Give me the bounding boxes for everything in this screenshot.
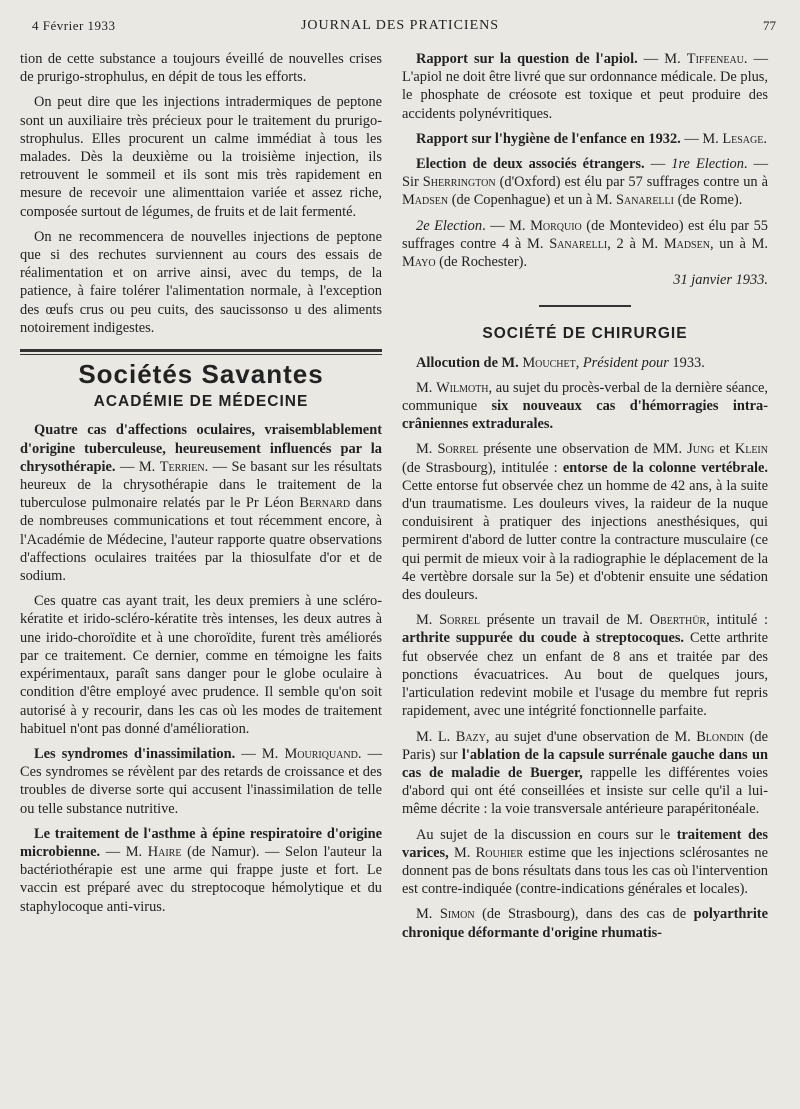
article-entry: M. L. Bazy, au sujet d'une observation de M. Blondin (de Paris) sur l'ablation de la capsule surrénale gauche dans un cas de maladie de Buerger, rappelle les différentes voies d'abord qui ont été conseillées et insiste sur celle qu'il a lui-même décrite : la voie transversale antérieure parapéritonéale. xyxy=(402,728,768,818)
header-date: 4 Février 1933 xyxy=(32,18,116,33)
article-title: Election de deux associés étrangers. xyxy=(416,156,645,173)
page-header xyxy=(0,0,800,44)
article-title: Le traitement de l'asthme à épine respiratoire d'origine microbienne. xyxy=(20,825,382,860)
article-title: Rapport sur l'hygiène de l'enfance en 1932. xyxy=(416,130,681,147)
author: Tiffeneau xyxy=(686,51,744,67)
article-entry: Les syndromes d'inassimilation. — M. Mouriquand. — Ces syndromes se révèlent par des retards de croissance et des troubles de diverse sorte qui accusent l'inassimilation de telle ou telle substance nutritive. xyxy=(20,745,382,817)
author: Mouriquand xyxy=(284,745,358,762)
chirurgie-heading: SOCIÉTÉ DE CHIRURGIE xyxy=(482,325,688,343)
article-entry: M. Sorrel présente une observation de MM. Jung et Klein (de Strasbourg), intitulée : entorse de la colonne vertébrale. Cette entorse fut observée chez un homme de 42 ans, à la suite d'un traumatisme. Les douleurs vives, la raideur de la nuque conduisirent à pratiquer des injections anesthésiques, qui permirent d'abord de lutter contre la contracture musculaire (ce qui permit de mieux voir à la radiographie le déplacement de la 4e vertèbre dorsale sur la 5e) et d'obtenir ensuite une sédation des douleurs. xyxy=(402,441,768,604)
section-divider xyxy=(20,349,382,355)
article-entry: Election de deux associés étrangers. — 1re Election. — Sir Sherrington (d'Oxford) est élu par 57 suffrages contre un à Madsen (de Copenhague) et un à M. Sanarelli (de Rome). xyxy=(402,156,768,209)
author: Haire xyxy=(147,843,182,860)
article-entry: Le traitement de l'asthme à épine respiratoire d'origine microbienne. — M. Haire (de Namur). — Selon l'auteur la bactériothérapie est une arme qui frappe juste et fort. Le vaccin est préparé avec du streptocoque hémolytique et du staphylocoque anti-virus. xyxy=(20,825,382,915)
article-entry: M. Sorrel présente un travail de M. Oberthür, intitulé : arthrite suppurée du coude à streptocoques. Cette arthrite fut observée chez un enfant de 8 ans et traitée par des ponctions évacuatrices. Au bout de quelques jours, l'articulation redevint mobile et l'usage du membre fut repris rapidement, avec une intégrité fonctionnelle parfaite. xyxy=(402,612,769,720)
paragraph: On ne recommencera de nouvelles injections de peptone que si des rechutes surviennent au cours des essais de réalimentation et on arrive ainsi, avec du temps, de la patience, à faire tolérer l'alimentation normale, à l'exception des œufs crus ou peu cuits, des saucissonso u des aliments notoirement indigestes. xyxy=(20,228,382,336)
article-entry: Allocution de M. Mouchet, Président pour 1933. xyxy=(416,354,705,371)
paragraph: On peut dire que les injections intradermiques de peptone sont un auxiliaire très précieux pour le traitement du prurigo-strophulus. Elles procurent un calme immédiat à tous les malades. Dès la deuxième ou la troisième injection, ils retrouvent le sommeil et ils sont mis très rapidement en mesure de recevoir une alimenttaion variée et assez riche, composée surtout de légumes, de fruits et de lait fermenté. xyxy=(20,94,382,220)
paragraph: Ces quatre cas ayant trait, les deux premiers à une scléro-kératite et irido-scléro-kératite très intenses, les deux autres à une irido-choroïdite et à une choroïdite, furent très améliorés par ce traitement. Ce dernier, comme en témoigne les faits expérimentaux, paraît sans danger pour le globe oculaire à condition d'être employé avec prudence. Il semble qu'on soit autorisé à y recourir, dans les cas où les modes de traitement habituel n'ont pas donné d'amélioration. xyxy=(20,593,382,737)
author: Terrien xyxy=(159,458,205,475)
article-entry: M. Simon (de Strasbourg), dans des cas de polyarthrite chronique déformante d'origine rhumatis- xyxy=(402,906,768,941)
article-title: Rapport sur la question de l'apiol. xyxy=(416,51,638,67)
section-title: Sociétés Savantes xyxy=(78,359,324,390)
author: Lesage xyxy=(722,130,764,147)
article-entry: M. Wilmoth, au sujet du procès-verbal de la dernière séance, communique six nouveaux cas d'hémorragies intra-crâniennes extradurales. xyxy=(402,379,768,433)
left-column xyxy=(20,50,382,923)
date-line: 31 janvier 1933. xyxy=(673,272,768,289)
article-title: Quatre cas d'affections oculaires, vraisemblablement d'origine tuberculeuse, heureusement influencés par la chrysothérapie. xyxy=(20,422,382,475)
article-entry: Rapport sur la question de l'apiol. — M. Tiffeneau. — L'apiol ne doit être livré que sur ordonnance médicale. De plus, le phosphate de créosote est toxique et peut produire des accidents polynévritiques. xyxy=(402,51,769,122)
paragraph: 2e Election. — M. Morquio (de Montevideo) est élu par 55 suffrages contre 4 à M. Sanarelli, 2 à M. Madsen, un à M. Mayo (de Rochester). xyxy=(402,217,768,271)
article-entry: Au sujet de la discussion en cours sur le traitement des varices, M. Rouhier estime que les injections sclérosantes ne donnent pas de bons résultats dans tous les cas où l'intervention est contre-indiquée (contre-indications générales et locales). xyxy=(402,826,769,898)
journal-title: JOURNAL DES PRATICIENS xyxy=(300,18,500,33)
page-number: 77 xyxy=(763,18,776,33)
article-entry: Quatre cas d'affections oculaires, vraisemblablement d'origine tuberculeuse, heureusement influencés par la chrysothérapie. — M. Terrien. — Se basant sur les résultats heureux de la chrysothérapie dans le traitement de la tuberculose pulmonaire relatés par le Pr Léon Bernard dans de nombreuses communications et tout récemment encore, à l'Académie de Médecine, l'auteur rapporte quatre observations d'affections oculaires traitées par la thiosulfate d'or et de sodium. xyxy=(20,422,382,585)
divider xyxy=(539,305,631,307)
article-entry: Rapport sur l'hygiène de l'enfance en 1932. — M. Lesage. xyxy=(416,130,767,147)
right-column xyxy=(402,50,768,949)
academy-heading: ACADÉMIE DE MÉDECINE xyxy=(93,393,309,411)
paragraph: tion de cette substance a toujours éveillé de nouvelles crises de prurigo-strophulus, en dépit de tous les efforts. xyxy=(20,51,382,86)
article-title: Les syndromes d'inassimilation. xyxy=(34,745,236,762)
author: Bernard xyxy=(299,495,351,512)
